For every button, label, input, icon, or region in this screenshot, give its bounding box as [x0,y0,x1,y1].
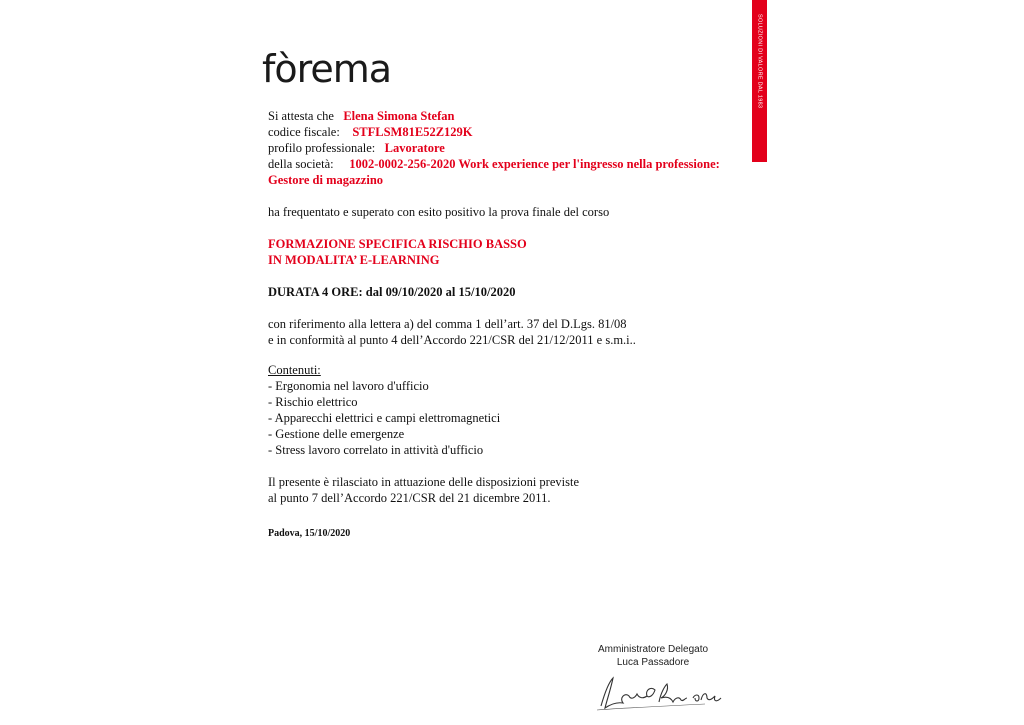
fiscal-label: codice fiscale: [268,125,340,139]
company-row [268,156,738,172]
contents-label: Contenuti: [268,363,321,377]
profile-value: Lavoratore [384,141,445,155]
signatory-name: Luca Passadore [616,657,690,668]
band-tagline: SOLUZIONI DI VALORE DAL 1983 [756,14,763,109]
place-date: Padova, 15/10/2020 [268,528,351,539]
certificate-body [268,108,738,542]
handwritten-signature [595,668,725,714]
company-label: della società: [268,157,334,171]
company-line1: 1002-0002-256-2020 Work experience per l'ingresso nella professione: [349,157,720,171]
signatory-role: Amministratore Delegato [598,644,709,655]
list-item: - Apparecchi elettrici e campi elettromagnetici [268,411,501,425]
attest-label: Si attesta che [268,109,334,123]
attended-text: ha frequentato e superato con esito positivo la prova finale del corso [268,205,610,219]
attest-row [268,108,738,124]
signatory-block [598,643,708,669]
forema-logo: fòrema [262,47,392,91]
list-item: - Gestione delle emergenze [268,427,405,441]
course-title-line1: FORMAZIONE SPECIFICA RISCHIO BASSO [268,237,527,251]
list-item: - Stress lavoro correlato in attività d'ufficio [268,443,484,457]
fiscal-row [268,124,738,140]
contents-list [268,378,738,458]
list-item: - Rischio elettrico [268,395,358,409]
list-item: - Ergonomia nel lavoro d'ufficio [268,379,429,393]
red-side-band [752,0,767,162]
reference-line2: e in conformità al punto 4 dell’Accordo 221/CSR del 21/12/2011 e s.m.i.. [268,333,636,347]
attest-name: Elena Simona Stefan [343,109,455,123]
company-line2: Gestore di magazzino [268,173,384,187]
release-line2: al punto 7 dell’Accordo 221/CSR del 21 dicembre 2011. [268,491,551,505]
profile-label: profilo professionale: [268,141,376,155]
course-duration: DURATA 4 ORE: dal 09/10/2020 al 15/10/2020 [268,285,516,299]
release-line1: Il presente è rilasciato in attuazione delle disposizioni previste [268,475,580,489]
reference-line1: con riferimento alla lettera a) del comma 1 dell’art. 37 del D.Lgs. 81/08 [268,317,627,331]
profile-row [268,140,738,156]
course-title-line2: IN MODALITA’ E-LEARNING [268,253,440,267]
fiscal-code: STFLSM81E52Z129K [352,125,473,139]
